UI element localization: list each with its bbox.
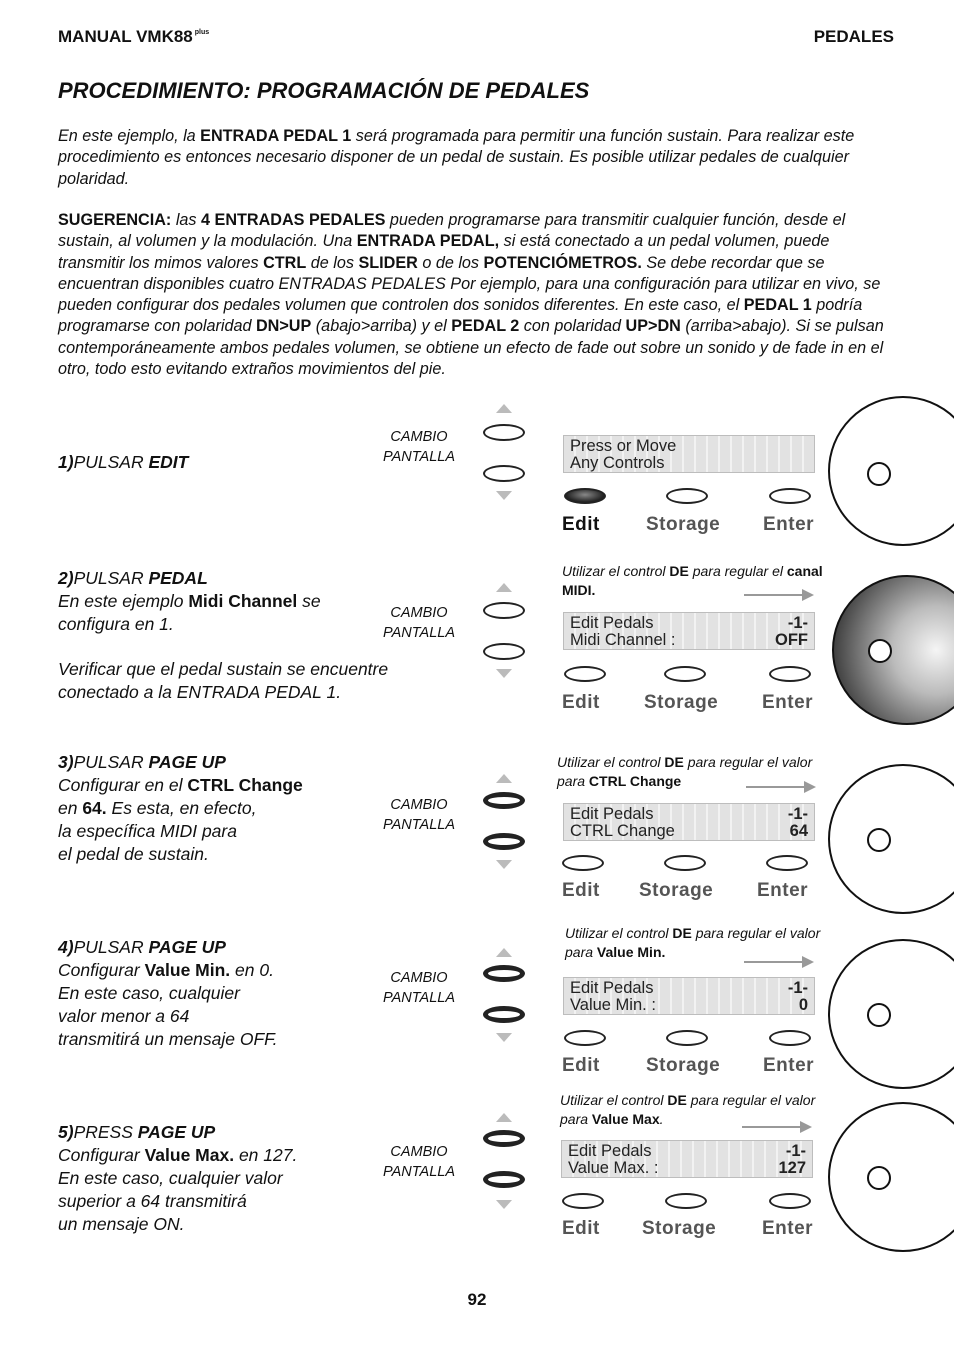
edit-label: Edit [562,514,600,535]
edit-button[interactable] [564,488,606,504]
step-1-text: 1)PULSAR EDIT [58,452,189,472]
step-3-text: 3)PULSAR PAGE UP Configurar en el CTRL Change en 64. Es esta, en efecto, la específica MIDI para el pedal de sustain. [58,752,303,864]
step-5-page-buttons [483,1113,527,1213]
step-3-data-entry-knob[interactable] [828,764,954,914]
enter-button[interactable] [769,488,811,504]
section-title: PEDALES [813,27,894,46]
enter-button[interactable] [769,1193,811,1209]
suggestion-paragraph: SUGERENCIA: las 4 ENTRADAS PEDALES pueden programarse para transmitir cualquier función, desde el sustain, al volumen y la modulación. Una ENTRADA PEDAL, si está conectado a un pedal volumen, puede transmitir los mimos valores CTRL de los SLIDER o de los POTENCIÓMETROS. Se debe recordar que se encuentran disponibles cuatro ENTRADAS PEDALES Por ejemplo, para una configuración para utilizar en vivo, se pueden configurar dos pedales volumen que controlen dos sonidos diferentes. En este caso, el PEDAL 1 podría programarse con polaridad DN>UP (abajo>arriba) y el PEDAL 2 con polaridad UP>DN (arriba>abajo). Si se pulsan contemporáneamente ambos pedales volumen, se obtiene un efecto de fade out sobre un sonido y de fade in en el otro, todo esto evitando extraños movimientos del pie. [58,211,884,379]
storage-button[interactable] [664,666,706,682]
page-down-button[interactable] [483,833,525,850]
step-4-cambio-label: CAMBIO PANTALLA [383,970,455,1006]
step-1-cambio-label: CAMBIO PANTALLA [383,429,455,465]
page-down-button[interactable] [483,465,525,482]
storage-button[interactable] [666,1030,708,1046]
enter-label: Enter [757,880,809,901]
page-title: PROCEDIMIENTO: PROGRAMACIÓN DE PEDALES [58,78,590,103]
step-1-button-row [562,488,822,538]
page-up-button[interactable] [483,1130,525,1147]
storage-label: Storage [642,1218,717,1239]
step-3-cambio-label: CAMBIO PANTALLA [383,797,455,833]
edit-label: Edit [562,1055,600,1076]
edit-label: Edit [562,692,600,713]
step-4-hint: Utilizar el control DE para regular el valor para Value Min. [565,925,821,960]
step-4-text: 4)PULSAR PAGE UP Configurar Value Min. en 0. En este caso, cualquier valor menor a 64 transmitirá un mensaje OFF. [58,937,278,1049]
page-down-button[interactable] [483,643,525,660]
storage-button[interactable] [664,855,706,871]
edit-button[interactable] [562,855,604,871]
page-down-arrow-icon [496,1200,512,1209]
step-5-hint: Utilizar el control DE para regular el valor para Value Max. [560,1092,816,1127]
step-4-data-entry-knob[interactable] [828,939,954,1089]
storage-label: Storage [646,1055,721,1076]
step-1-lcd-display: Press or Move Any Controls [563,435,815,473]
intro-paragraph: En este ejemplo, la ENTRADA PEDAL 1 será programada para permitir una función sustain. Para realizar este procedimiento es entonces necesario disponer de un pedal de sustain. Es posible utilizar pedales de cualquier polaridad. [58,127,855,188]
storage-label: Storage [639,880,714,901]
step-2-page-buttons [483,583,527,683]
right-arrow-icon [742,1126,810,1128]
page-up-button[interactable] [483,792,525,809]
step-1-data-entry-knob[interactable] [828,396,954,546]
right-arrow-icon [744,594,812,596]
enter-button[interactable] [769,666,811,682]
step-5-data-entry-knob[interactable] [828,1102,954,1252]
step-3-button-row [562,855,822,905]
page-number: 92 [467,1290,487,1309]
page-down-button[interactable] [483,1006,525,1023]
page-up-arrow-icon [496,774,512,783]
step-3-hint: Utilizar el control DE para regular el valor para CTRL Change [557,754,813,789]
page-up-button[interactable] [483,424,525,441]
knob-indicator [867,462,891,486]
step-5-cambio-label: CAMBIO PANTALLA [383,1144,455,1180]
step-3-page-buttons [483,774,527,874]
storage-button[interactable] [665,1193,707,1209]
enter-label: Enter [762,1218,814,1239]
page-up-arrow-icon [496,1113,512,1122]
step-2-button-row [562,666,822,716]
page-up-arrow-icon [496,404,512,413]
step-4-button-row [562,1030,822,1080]
step-5-text: 5)PRESS PAGE UP Configurar Value Max. en 127. En este caso, cualquier valor superior a 64 transmitirá un mensaje ON. [58,1122,298,1234]
knob-indicator [867,1166,891,1190]
edit-label: Edit [562,880,600,901]
right-arrow-icon [746,786,814,788]
edit-label: Edit [562,1218,600,1239]
step-4-page-buttons [483,948,527,1048]
storage-label: Storage [646,514,721,535]
page-down-arrow-icon [496,1033,512,1042]
right-arrow-icon [744,961,812,963]
page-up-button[interactable] [483,965,525,982]
page-down-arrow-icon [496,491,512,500]
storage-label: Storage [644,692,719,713]
enter-button[interactable] [766,855,808,871]
page-up-arrow-icon [496,583,512,592]
edit-button[interactable] [562,1193,604,1209]
knob-indicator [868,639,892,663]
step-2-cambio-label: CAMBIO PANTALLA [383,605,455,641]
page-down-arrow-icon [496,669,512,678]
step-2-lcd-display: Edit Pedals -1- Midi Channel : OFF [563,612,815,650]
enter-label: Enter [763,514,815,535]
step-2-hint: Utilizar el control DE para regular el canal MIDI. [562,563,823,598]
step-1-page-buttons [483,404,527,504]
enter-button[interactable] [769,1030,811,1046]
step-3-lcd-display: Edit Pedals -1- CTRL Change 64 [563,803,815,841]
manual-title: MANUAL VMK88 $^{plus}$ [58,27,210,46]
page-up-button[interactable] [483,602,525,619]
storage-button[interactable] [666,488,708,504]
step-2-text: 2)PULSAR PEDAL En este ejemplo Midi Channel se configura en 1. Verificar que el pedal sustain se encuentre conectado a la ENTRADA PEDAL 1. [58,568,389,702]
knob-indicator [867,828,891,852]
page-down-arrow-icon [496,860,512,869]
step-5-lcd-display: Edit Pedals -1- Value Max. : 127 [561,1140,813,1178]
edit-button[interactable] [564,1030,606,1046]
step-2-data-entry-knob[interactable] [832,575,954,725]
step-5-button-row [562,1193,822,1243]
step-4-lcd-display: Edit Pedals -1- Value Min. : 0 [563,977,815,1015]
enter-label: Enter [762,692,814,713]
knob-indicator [867,1003,891,1027]
enter-label: Enter [763,1055,815,1076]
edit-button[interactable] [564,666,606,682]
page-up-arrow-icon [496,948,512,957]
page-down-button[interactable] [483,1171,525,1188]
